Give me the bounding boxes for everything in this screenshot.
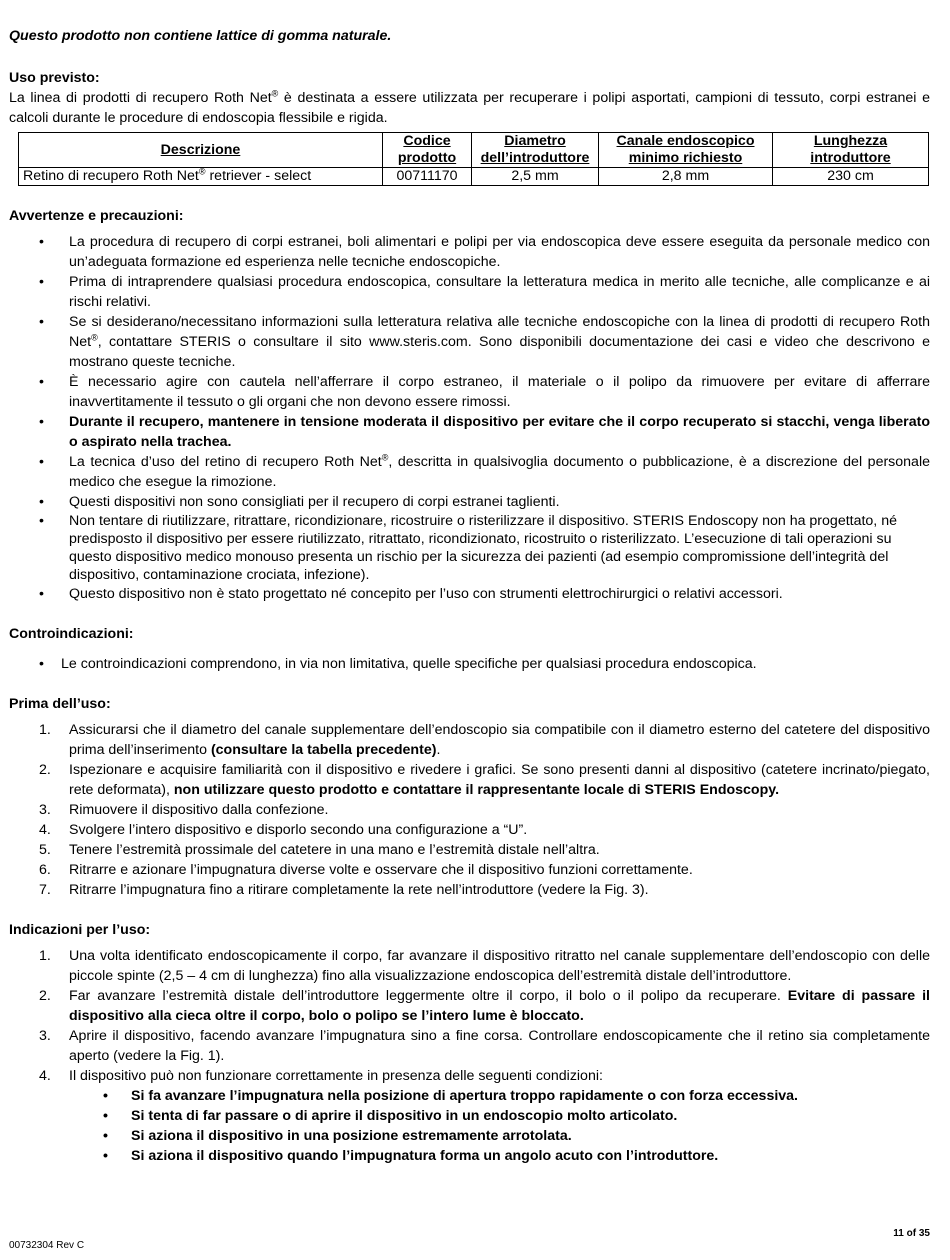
list-item: • Si aziona il dispositivo in una posizione estremamente arrotolata. <box>103 1128 572 1144</box>
list-item: • Le controindicazioni comprendono, in via non limitativa, quelle specifiche per qualsiasi procedura endoscopica. <box>39 656 757 672</box>
document-code: 00732304 Rev C <box>9 1240 85 1251</box>
header-descrizione: Descrizione <box>19 133 383 168</box>
table-header-row <box>19 133 929 168</box>
controindicazioni-heading: Controindicazioni: <box>9 626 134 642</box>
list-item: 3. Rimuovere il dispositivo dalla confezione. <box>39 802 329 818</box>
list-item: • È necessario agire con cautela nell’afferrare il corpo estraneo, il materiale o il polipo da rimuovere per evitare di afferrare inavvertitamente il tessuto o gli organi che non devono essere rimossi. <box>39 374 930 410</box>
prima-list <box>9 720 930 900</box>
list-item: 1. Assicurarsi che il diametro del canale supplementare dell’endoscopio sia compatibile con il diametro esterno del catetere del dispositivo prima dell’inserimento (consultare la tabella precedente). <box>39 722 930 758</box>
indicazioni-heading: Indicazioni per l’uso: <box>9 922 151 938</box>
list-item: • Questi dispositivi non sono consigliati per il recupero di corpi estranei taglienti. <box>39 494 560 510</box>
list-item: 6. Ritrarre e azionare l’impugnatura diverse volte e osservare che il dispositivo funzioni correttamente. <box>39 862 693 878</box>
list-item: • Prima di intraprendere qualsiasi procedura endoscopica, consultare la letteratura medica in merito alle tecniche, alle complicanze e ai rischi relativi. <box>39 274 930 310</box>
list-item: • Questo dispositivo non è stato progettato né concepito per l’uso con strumenti elettrochirurgici o relativi accessori. <box>39 586 783 602</box>
cell-canale: 2,8 mm <box>599 168 773 186</box>
table-row <box>19 168 929 186</box>
list-item: 7. Ritrarre l’impugnatura fino a ritirare completamente la rete nell’introduttore (vedere la Fig. 3). <box>39 882 649 898</box>
list-item: 3. Aprire il dispositivo, facendo avanzare l’impugnatura sino a fine corsa. Controllare endoscopicamente che il retino sia completamente aperto (vedere la Fig. 1). <box>39 1028 930 1064</box>
document-page <box>9 26 930 1166</box>
latex-notice: Questo prodotto non contiene lattice di gomma naturale. <box>9 28 392 44</box>
list-item: • La tecnica d’uso del retino di recupero Roth Net®, descritta in qualsivoglia documento o pubblicazione, è a discrezione del personale medico che esegue la rimozione. <box>39 452 930 490</box>
list-item: • Durante il recupero, mantenere in tensione moderata il dispositivo per evitare che il corpo recuperato si stacchi, venga liberato o aspirato nella trachea. <box>39 414 930 450</box>
prima-heading: Prima dell’uso: <box>9 696 111 712</box>
list-item: • Se si desiderano/necessitano informazioni sulla letteratura relativa alle tecniche endoscopiche con la linea di prodotti di recupero Roth Net®, contattare STERIS o consultare il sito www.steris.com. Sono disponibili documentazione dei casi e video che descrivono e mostrano queste tecniche. <box>39 314 930 370</box>
cell-codice: 00711170 <box>383 168 472 186</box>
uso-previsto-text: La linea di prodotti di recupero Roth Net® è destinata a essere utilizzata per recuperare i polipi asportati, campioni di tessuto, corpi estranei e calcoli durante le procedure di endoscopia flessibile e rigida. <box>9 88 930 126</box>
list-item: 4. Il dispositivo può non funzionare correttamente in presenza delle seguenti condizioni: <box>39 1068 603 1084</box>
page-number: 11 of 35 <box>893 1228 930 1239</box>
list-item: 4. Svolgere l’intero dispositivo e disporlo secondo una configurazione a “U”. <box>39 822 528 838</box>
list-item: 1. Una volta identificato endoscopicamente il corpo, far avanzare il dispositivo ritratto nel canale supplementare dell’endoscopio con delle piccole spinte (2,5 – 4 cm di lunghezza) fino alla visualizzazione endoscopica dell’estremità distale dell’introduttore. <box>39 948 930 984</box>
header-codice: Codice prodotto <box>383 133 472 168</box>
header-diametro: Diametro dell’introduttore <box>472 133 599 168</box>
indicazioni-sublist <box>9 1086 930 1166</box>
indicazioni-list <box>9 946 930 1086</box>
controindicazioni-list <box>9 654 930 674</box>
cell-descrizione: Retino di recupero Roth Net® retriever - select <box>19 168 383 186</box>
list-item: 5. Tenere l’estremità prossimale del catetere in una mano e l’estremità distale nell’altra. <box>39 842 600 858</box>
header-lunghezza: Lunghezza introduttore <box>773 133 929 168</box>
list-item: • Si tenta di far passare o di aprire il dispositivo in un endoscopio molto articolato. <box>103 1108 678 1124</box>
product-table <box>18 132 929 186</box>
list-item: 2. Ispezionare e acquisire familiarità con il dispositivo e rivedere i grafici. Se sono presenti danni al dispositivo (catetere incrinato/piegato, rete deformata), non utilizzare questo prodotto e contattare il rappresentante locale di STERIS Endoscopy. <box>39 762 930 798</box>
cell-diametro: 2,5 mm <box>472 168 599 186</box>
list-item: • Non tentare di riutilizzare, ritrattare, ricondizionare, ricostruire o risterilizzare il dispositivo. STERIS Endoscopy non ha progettato, né predisposto il dispositivo per essere riutilizzato, ritrattato, ricondizionato, ricostruito o risterilizzato. L’esecuzione di tali operazioni su questo dispositivo medico monouso presenta un rischio per la sicurezza dei pazienti (ad esempio compromissione dell’integrità del dispositivo, contaminazione crociata, infezione). <box>39 513 897 583</box>
header-canale: Canale endoscopico minimo richiesto <box>599 133 773 168</box>
list-item: 2. Far avanzare l’estremità distale dell’introduttore leggermente oltre il corpo, il bolo o il polipo da recuperare. Evitare di passare il dispositivo alla cieca oltre il corpo, bolo o polipo se l’intero lume è bloccato. <box>39 988 930 1024</box>
avvertenze-list <box>9 232 930 604</box>
uso-previsto-heading: Uso previsto: <box>9 70 100 86</box>
list-item: • Si aziona il dispositivo quando l’impugnatura forma un angolo acuto con l’introduttore. <box>103 1148 719 1164</box>
avvertenze-heading: Avvertenze e precauzioni: <box>9 208 184 224</box>
list-item: • La procedura di recupero di corpi estranei, boli alimentari e polipi per via endoscopica deve essere eseguita da personale medico con un’adeguata formazione ed esperienza nelle tecniche endoscopiche. <box>39 234 930 270</box>
cell-lunghezza: 230 cm <box>773 168 929 186</box>
list-item: • Si fa avanzare l’impugnatura nella posizione di apertura troppo rapidamente o con forza eccessiva. <box>103 1088 798 1104</box>
